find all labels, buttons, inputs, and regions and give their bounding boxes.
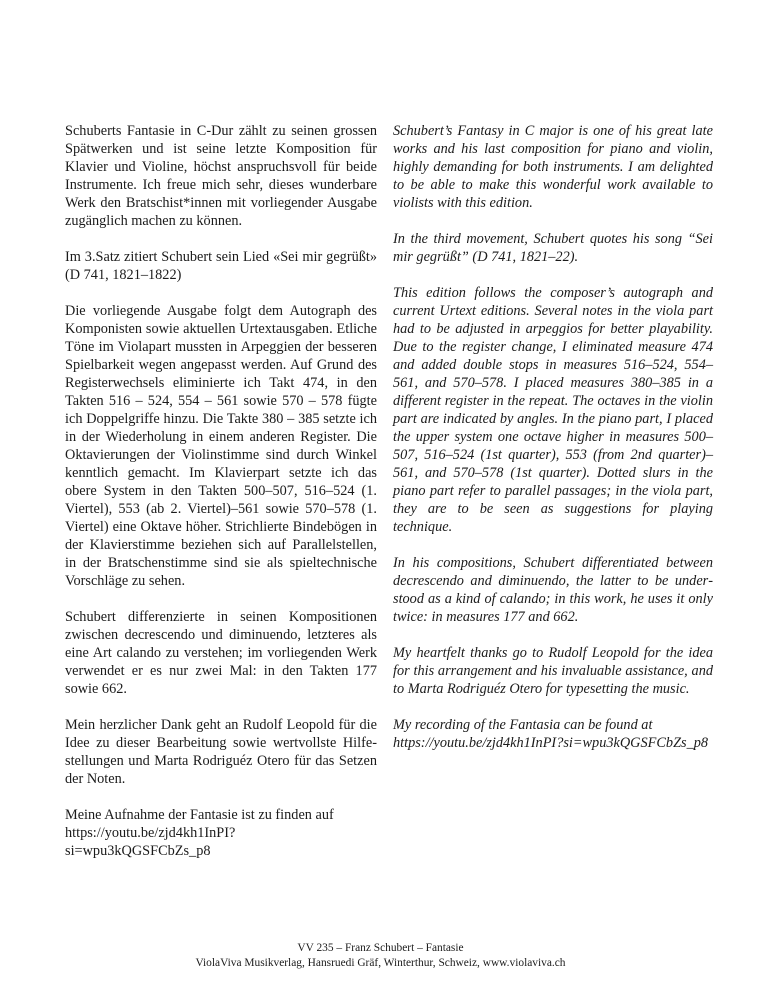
youtube-link-de[interactable]: https://youtu.be/zjd4kh1InPI?si=wpu3kQGSFCbZs_p8 <box>65 825 236 859</box>
paragraph-en-dynamics: In his compositions, Schubert differentiated between decrescendo and diminuendo, the latter to be understood as a kind of calando; in this work, he uses it only twice: in measures 177 and 662. <box>393 555 713 625</box>
footer-publisher-text: ViolaViva Musikverlag, Hansruedi Gräf, Winterthur, Schweiz, <box>195 956 483 969</box>
footer <box>0 941 761 970</box>
footer-catalog-line: VV 235 – Franz Schubert – Fantasie <box>297 942 464 954</box>
recording-note-de: Meine Aufnahme der Fantasie ist zu finden auf <box>65 807 334 823</box>
german-column <box>65 122 377 860</box>
english-column <box>393 122 713 860</box>
paragraph-de-recording <box>65 806 377 860</box>
paragraph-en-recording <box>393 716 713 752</box>
publisher-website-link[interactable]: www.violaviva.ch <box>482 956 566 969</box>
paragraph-en-thanks: My heartfelt thanks go to Rudolf Leopold for the idea for this arrangement and his invaluable assistance, and to Marta Rodriguéz Otero for typesetting the music. <box>393 645 713 697</box>
paragraph-en-intro: Schubert’s Fantasy in C major is one of his great late works and his last composition for piano and violin, highly demanding for both instruments. I am delighted to be able to make this wonderful work available to violists with this edition. <box>393 123 713 211</box>
paragraph-de-thanks: Mein herzlicher Dank geht an Rudolf Leopold für die Idee zu dieser Bearbeitung sowie wertvollste Hilfestellungen und Marta Rodriguéz Otero für das Setzen der Noten. <box>65 717 377 787</box>
youtube-link-en[interactable]: https://youtu.be/zjd4kh1InPI?si=wpu3kQGSFCbZs_p8 <box>393 735 709 751</box>
paragraph-en-edition-notes: This edition follows the composer’s autograph and current Urtext editions. Several notes in the viola part had to be adjusted in arpeggios for better playability. Due to the register change, I eliminated measure 474 and added double stops in measures 516–524, 554–561, and 570–578. I placed measures 380–385 in a different register in the repeat. The octaves in the violin part are indicated by angles. In the piano part, I placed the upper system one octave higher in measures 500–507, 516–524 (1st quarter), 553 (from 2nd quarter)–561, and 570–578 (1st quarter). Dotted slurs in the piano part refer to parallel passages; in the viola part, they are to be seen as suggestions for playing technique. <box>393 285 713 535</box>
footer-publisher-line <box>0 956 761 971</box>
paragraph-de-dynamics: Schubert differenzierte in seinen Kompositionen zwischen decrescendo und diminuendo, letzteres als eine Art calando zu verstehen; im vorliegenden Werk verwendet er es nur zwei Mal: in den Takten 177 sowie 662. <box>65 609 377 697</box>
paragraph-de-edition-notes: Die vorliegende Ausgabe folgt dem Autograph des Komponisten sowie aktuellen Urtextausgaben. Etliche Töne im Violapart mussten in Arpeggien der besseren Spielbarkeit wegen angepasst werden. Auf Grund des Registerwechsels eliminierte ich Takt 474, in den Takten 516 – 524, 554 – 561 sowie 570 – 578 fügte ich Doppelgriffe hinzu. Die Takte 380 – 385 setzte ich in der Wiederholung in einem anderen Register. Die Oktavierungen der Violinstimme sind durch Winkel kenntlich gemacht. Im Klavierpart setzte ich das obere System in den Takten 500–507, 516–524 (1. Viertel), 553 (ab 2. Viertel)–561 sowie 570–578 (1. Viertel) eine Oktave höher. Strichlierte Bindebögen in der Klavierstimme beziehen sich auf Parallelstellen, in der Bratschenstimme sind sie als spieltechnische Vorschläge zu sehen. <box>65 303 377 589</box>
paragraph-de-intro: Schuberts Fantasie in C-Dur zählt zu seinen grossen Spätwerken und ist seine letzte Komposition für Klavier und Violine, höchst anspruchsvoll für beide Instrumente. Ich freue mich sehr, dieses wunderbare Werk den Bratschist*innen mit vorliegender Ausgabe zugänglich machen zu können. <box>65 123 377 229</box>
two-column-preface <box>65 122 713 860</box>
paragraph-de-song-quote: Im 3.Satz zitiert Schubert sein Lied «Sei mir gegrüßt» (D 741, 1821–1822) <box>65 249 377 283</box>
paragraph-en-song-quote: In the third movement, Schubert quotes his song “Sei mir gegrüßt” (D 741, 1821–22). <box>393 231 713 265</box>
recording-note-en: My recording of the Fantasia can be found at <box>393 717 653 733</box>
